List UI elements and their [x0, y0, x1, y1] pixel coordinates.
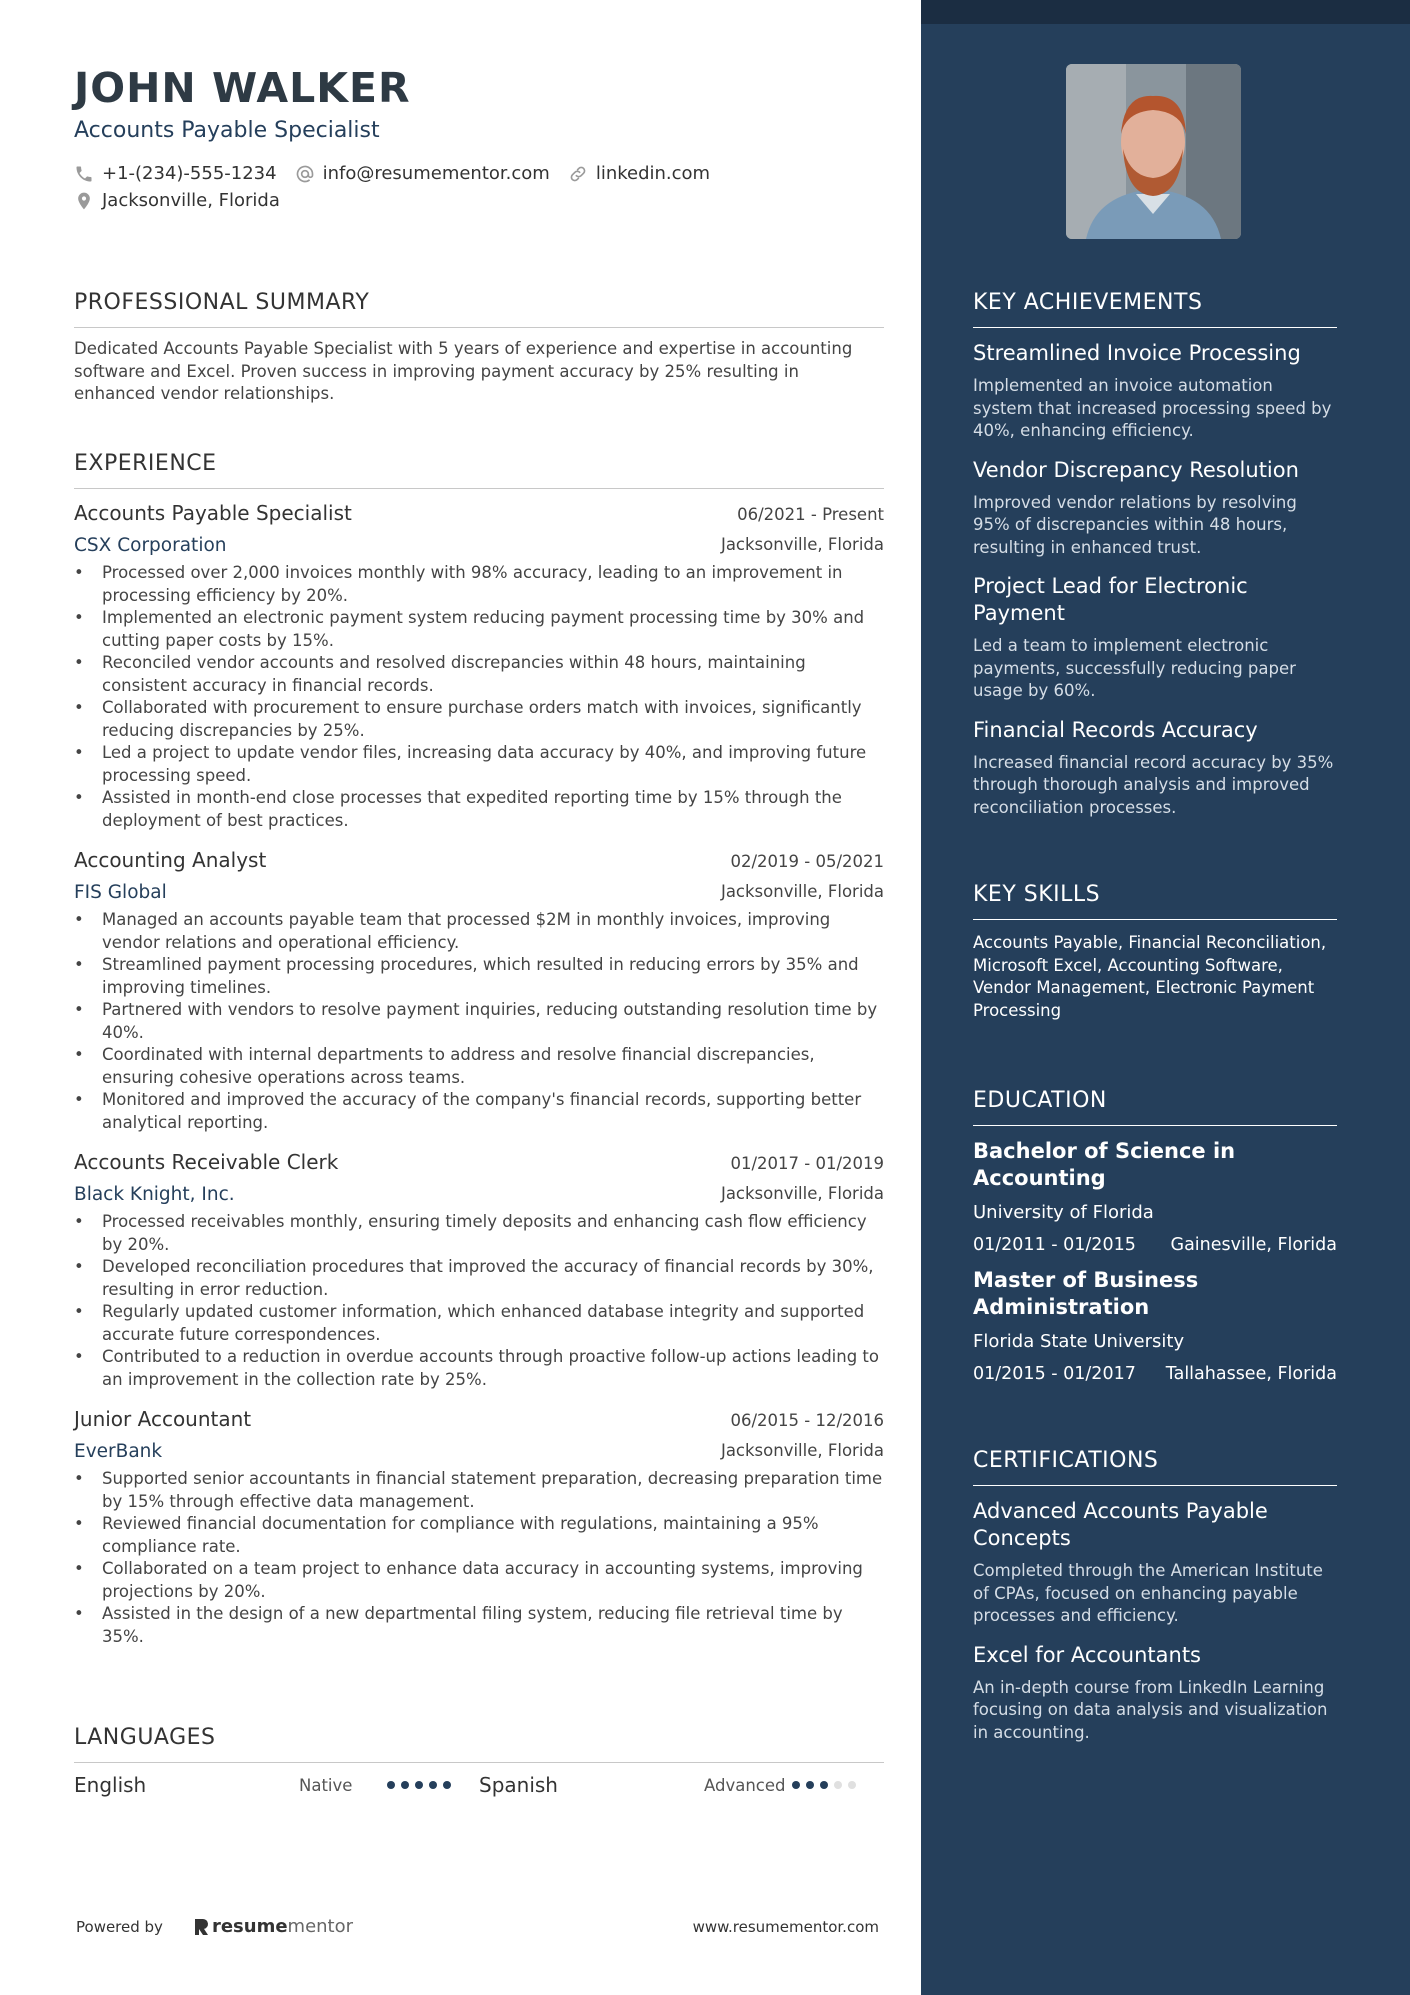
achievement-desc: Increased financial record accuracy by 35% through thorough analysis and improved reconciliation processes.: [973, 752, 1334, 817]
job-company: Black Knight, Inc.: [74, 1184, 235, 1205]
job-bullets: [74, 909, 884, 1134]
bullet-item: • Implemented an electronic payment system reducing payment processing time by 30% and cutting paper costs by 15%.: [74, 607, 884, 652]
phone-text: +1-(234)-555-1234: [102, 163, 277, 184]
achievement-title: Project Lead for Electronic Payment: [973, 574, 1248, 625]
education-item: [973, 1138, 1337, 1255]
bullet-item: • Processed over 2,000 invoices monthly with 98% accuracy, leading to an improvement in processing efficiency by 20%.: [74, 562, 884, 607]
education-section: [973, 1088, 1337, 1384]
certification-title: Excel for Accountants: [973, 1642, 1201, 1667]
language-level: Native: [299, 1775, 353, 1795]
logo-mark-icon: [193, 1917, 209, 1937]
education-location: Tallahassee, Florida: [1165, 1364, 1337, 1384]
job-title: Junior Accountant: [74, 1407, 252, 1431]
proficiency-dot-filled: [401, 1781, 409, 1789]
summary-section: [74, 290, 884, 406]
achievement-title: Financial Records Accuracy: [973, 717, 1258, 742]
certification-title: Advanced Accounts Payable Concepts: [973, 1499, 1268, 1550]
achievements-section: [973, 290, 1337, 819]
job-bullets: [74, 562, 884, 832]
location-contact: [74, 190, 280, 211]
job-dates: 02/2019 - 05/2021: [730, 852, 884, 871]
certification-item: [973, 1642, 1337, 1745]
education-degree: Bachelor of Science in Accounting: [973, 1139, 1236, 1190]
proficiency-dot-empty: [834, 1781, 842, 1789]
skills-heading: KEY SKILLS: [973, 882, 1337, 920]
job-dates: 06/2015 - 12/2016: [730, 1411, 884, 1430]
job-company: EverBank: [74, 1441, 163, 1462]
candidate-title: Accounts Payable Specialist: [74, 118, 380, 143]
proficiency-dot-filled: [387, 1781, 395, 1789]
summary-heading: PROFESSIONAL SUMMARY: [74, 290, 884, 328]
logo-light: mentor: [287, 1916, 354, 1937]
job-entry: [74, 1407, 884, 1648]
languages-section: [74, 1725, 884, 1797]
language-name: Spanish: [479, 1773, 558, 1797]
profile-photo: [1066, 64, 1241, 239]
powered-by-label: Powered by: [76, 1917, 163, 1936]
resumementor-logo[interactable]: [193, 1916, 353, 1937]
experience-heading: EXPERIENCE: [74, 451, 884, 489]
linkedin-text: linkedin.com: [595, 163, 711, 184]
achievement-desc: Improved vendor relations by resolving 95% of discrepancies within 48 hours, resulting in enhanced trust.: [973, 492, 1297, 557]
skills-section: [973, 882, 1337, 1022]
bullet-item: • Collaborated with procurement to ensure purchase orders match with invoices, significantly reducing discrepancies by 25%.: [74, 697, 884, 742]
education-school: University of Florida: [973, 1202, 1154, 1223]
job-location: Jacksonville, Florida: [720, 882, 884, 901]
phone-contact[interactable]: [74, 163, 277, 184]
bullet-item: • Coordinated with internal departments to address and resolve financial discrepancies, ensuring cohesive operations across teams.: [74, 1044, 884, 1089]
job-title: Accounts Payable Specialist: [74, 501, 352, 525]
proficiency-dot-filled: [443, 1781, 451, 1789]
email-contact[interactable]: [295, 163, 550, 184]
sidebar-top-bar: [921, 0, 1410, 24]
bullet-item: • Processed receivables monthly, ensuring timely deposits and enhancing cash flow efficiency by 20%.: [74, 1211, 884, 1256]
job-company: FIS Global: [74, 882, 167, 903]
certification-item: [973, 1498, 1337, 1628]
bullet-item: • Developed reconciliation procedures that improved the accuracy of financial records by 30%, resulting in error reduction.: [74, 1256, 884, 1301]
bullet-item: • Reconciled vendor accounts and resolved discrepancies within 48 hours, maintaining consistent accuracy in financial records.: [74, 652, 884, 697]
achievement-title: Streamlined Invoice Processing: [973, 341, 1301, 365]
proficiency-dot-filled: [792, 1781, 800, 1789]
job-bullets: [74, 1211, 884, 1391]
phone-icon: [74, 164, 94, 184]
job-bullets: [74, 1468, 884, 1648]
location-text: Jacksonville, Florida: [102, 190, 280, 211]
bullet-item: • Managed an accounts payable team that processed $2M in monthly invoices, improving vendor relations and operational efficiency.: [74, 909, 884, 954]
job-location: Jacksonville, Florida: [720, 1184, 884, 1203]
bullet-item: • Contributed to a reduction in overdue accounts through proactive follow-up actions leading to an improvement in the collection rate by 25%.: [74, 1346, 884, 1391]
job-dates: 01/2017 - 01/2019: [730, 1154, 884, 1173]
bullet-item: • Supported senior accountants in financial statement preparation, decreasing preparation time by 15% through effective data management.: [74, 1468, 884, 1513]
email-text: info@resumementor.com: [322, 163, 550, 184]
certifications-heading: CERTIFICATIONS: [973, 1448, 1337, 1486]
certifications-section: [973, 1448, 1337, 1744]
bullet-item: • Monitored and improved the accuracy of the company's financial records, supporting better analytical reporting.: [74, 1089, 884, 1134]
linkedin-contact[interactable]: [568, 163, 710, 184]
bullet-item: • Collaborated on a team project to enhance data accuracy in accounting systems, improving projections by 20%.: [74, 1558, 884, 1603]
proficiency-dot-filled: [429, 1781, 437, 1789]
bullet-item: • Regularly updated customer information, which enhanced database integrity and supported accurate future correspondences.: [74, 1301, 884, 1346]
education-school: Florida State University: [973, 1331, 1185, 1352]
job-entry: [74, 1150, 884, 1391]
language-level: Advanced: [704, 1775, 786, 1795]
job-location: Jacksonville, Florida: [720, 535, 884, 554]
education-location: Gainesville, Florida: [1170, 1235, 1337, 1255]
achievement-item: [973, 717, 1337, 820]
education-degree: Master of Business Administration: [973, 1268, 1199, 1319]
education-dates: 01/2011 - 01/2015: [973, 1235, 1136, 1255]
at-icon: [295, 164, 315, 184]
proficiency-dots: [792, 1781, 862, 1789]
job-title: Accounting Analyst: [74, 848, 267, 872]
sidebar: [921, 0, 1410, 1995]
certification-desc: Completed through the American Institute of CPAs, focused on enhancing payable processes and efficiency.: [973, 1561, 1323, 1625]
contact-info: [74, 160, 728, 214]
achievements-heading: KEY ACHIEVEMENTS: [973, 290, 1337, 328]
website-link[interactable]: www.resumementor.com: [692, 1917, 879, 1936]
bullet-item: • Assisted in the design of a new departmental filing system, reducing file retrieval time by 35%.: [74, 1603, 884, 1648]
bullet-item: • Streamlined payment processing procedures, which resulted in reducing errors by 35% and improving timelines.: [74, 954, 884, 999]
brand: [76, 1916, 353, 1937]
education-heading: EDUCATION: [973, 1088, 1337, 1126]
proficiency-dots: [387, 1781, 457, 1789]
achievement-desc: Implemented an invoice automation system that increased processing speed by 40%, enhancing efficiency.: [973, 376, 1332, 440]
proficiency-dot-filled: [806, 1781, 814, 1789]
education-dates: 01/2015 - 01/2017: [973, 1364, 1136, 1384]
proficiency-dot-empty: [848, 1781, 856, 1789]
certification-desc: An in-depth course from LinkedIn Learning focusing on data analysis and visualization in accounting.: [973, 1677, 1328, 1742]
profile-photo-image: [1066, 64, 1241, 239]
achievement-item: [973, 573, 1337, 703]
proficiency-dot-filled: [820, 1781, 828, 1789]
location-pin-icon: [74, 191, 94, 211]
proficiency-dot-filled: [415, 1781, 423, 1789]
bullet-item: • Led a project to update vendor files, increasing data accuracy by 40%, and improving future processing speed.: [74, 742, 884, 787]
education-item: [973, 1267, 1337, 1384]
bullet-item: • Assisted in month-end close processes that expedited reporting time by 15% through the deployment of best practices.: [74, 787, 884, 832]
bullet-item: • Reviewed financial documentation for compliance with regulations, maintaining a 95% compliance rate.: [74, 1513, 884, 1558]
achievement-desc: Led a team to implement electronic payments, successfully reducing paper usage by 60%.: [973, 636, 1296, 700]
job-entry: [74, 501, 884, 832]
achievement-title: Vendor Discrepancy Resolution: [973, 457, 1299, 482]
achievement-item: [973, 457, 1337, 560]
achievement-item: [973, 340, 1337, 443]
job-company: CSX Corporation: [74, 535, 227, 556]
languages-heading: LANGUAGES: [74, 1725, 884, 1763]
language-item: [74, 1773, 479, 1797]
experience-section: [74, 451, 884, 1648]
bullet-item: • Partnered with vendors to resolve payment inquiries, reducing outstanding resolution time by 40%.: [74, 999, 884, 1044]
link-icon: [568, 164, 588, 184]
footer: [76, 1916, 879, 1937]
job-location: Jacksonville, Florida: [720, 1441, 884, 1460]
job-dates: 06/2021 - Present: [737, 505, 884, 524]
summary-text: Dedicated Accounts Payable Specialist with 5 years of experience and expertise in accounting software and Excel. Proven success in improving payment accuracy by 25% resulting in enhanced vendor relationships.: [74, 339, 853, 403]
skills-text: Accounts Payable, Financial Reconciliation, Microsoft Excel, Accounting Software, Vendor Management, Electronic Payment Processing: [973, 933, 1327, 1020]
job-entry: [74, 848, 884, 1134]
logo-bold: resume: [211, 1916, 288, 1937]
language-item: [479, 1773, 884, 1797]
language-name: English: [74, 1773, 147, 1797]
job-title: Accounts Receivable Clerk: [74, 1150, 339, 1174]
candidate-name: JOHN WALKER: [74, 64, 411, 112]
